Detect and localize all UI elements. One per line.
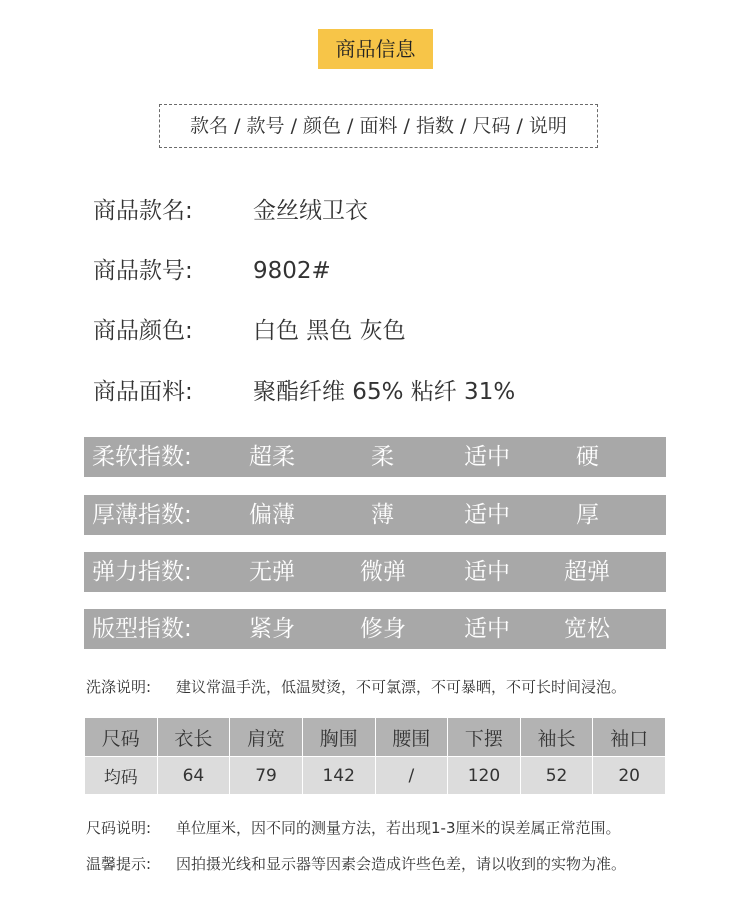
tip-note-text: 因拍摄光线和显示器等因素会造成许些色差，请以收到的实物为准。 xyxy=(176,855,627,873)
table-header-cell: 下摆 xyxy=(448,718,521,757)
table-cell: / xyxy=(375,757,448,795)
table-header-cell: 衣长 xyxy=(157,718,230,757)
table-cell: 52 xyxy=(520,757,593,795)
table-cell: 20 xyxy=(593,757,666,795)
size-table xyxy=(84,717,666,795)
index-option: 适中 xyxy=(464,444,510,470)
info-value: 白色 黑色 灰色 xyxy=(253,318,406,344)
size-note-label: 尺码说明: xyxy=(86,819,152,837)
index-bar-softness xyxy=(84,437,666,477)
size-note-text: 单位厘米，因不同的测量方法，若出现1-3厘米的误差属正常范围。 xyxy=(176,819,621,837)
info-label: 商品颜色: xyxy=(93,318,193,344)
index-label: 版型指数: xyxy=(92,616,192,642)
table-cell: 均码 xyxy=(85,757,158,795)
table-header-cell: 腰围 xyxy=(375,718,448,757)
index-option: 硬 xyxy=(576,444,599,470)
index-option: 微弹 xyxy=(360,559,406,585)
info-label: 商品款名: xyxy=(93,198,193,224)
table-cell: 120 xyxy=(448,757,521,795)
index-label: 弹力指数: xyxy=(92,559,192,585)
info-label: 商品款号: xyxy=(93,258,193,284)
index-option: 紧身 xyxy=(249,616,295,642)
table-header-cell: 尺码 xyxy=(85,718,158,757)
index-option: 修身 xyxy=(360,616,406,642)
index-option: 无弹 xyxy=(249,559,295,585)
index-label: 柔软指数: xyxy=(92,444,192,470)
index-option: 适中 xyxy=(464,616,510,642)
page-title: 商品信息 xyxy=(318,29,433,69)
table-header-cell: 胸围 xyxy=(302,718,375,757)
index-bar-fit xyxy=(84,609,666,649)
index-bar-elasticity xyxy=(84,552,666,592)
table-header-cell: 袖口 xyxy=(593,718,666,757)
info-value: 聚酯纤维 65% 粘纤 31% xyxy=(253,379,516,405)
index-option: 厚 xyxy=(576,502,599,528)
index-option: 偏薄 xyxy=(249,502,295,528)
index-option: 超弹 xyxy=(564,559,610,585)
table-header-cell: 袖长 xyxy=(520,718,593,757)
info-label: 商品面料: xyxy=(93,379,193,405)
section-subtitle: 款名 / 款号 / 颜色 / 面料 / 指数 / 尺码 / 说明 xyxy=(159,104,598,148)
info-value: 9802# xyxy=(253,258,331,284)
table-header-row xyxy=(85,718,666,757)
index-option: 薄 xyxy=(371,502,394,528)
index-option: 柔 xyxy=(371,444,394,470)
index-option: 适中 xyxy=(464,502,510,528)
table-header-cell: 肩宽 xyxy=(230,718,303,757)
wash-label: 洗涤说明: xyxy=(86,678,152,696)
table-row xyxy=(85,757,666,795)
table-cell: 142 xyxy=(302,757,375,795)
table-cell: 79 xyxy=(230,757,303,795)
info-value: 金丝绒卫衣 xyxy=(253,198,368,224)
table-cell: 64 xyxy=(157,757,230,795)
index-label: 厚薄指数: xyxy=(92,502,192,528)
index-option: 适中 xyxy=(464,559,510,585)
index-bar-thickness xyxy=(84,495,666,535)
index-option: 超柔 xyxy=(249,444,295,470)
tip-note-label: 温馨提示: xyxy=(86,855,152,873)
wash-text: 建议常温手洗，低温熨烫，不可氯漂，不可暴晒，不可长时间浸泡。 xyxy=(176,678,627,696)
index-option: 宽松 xyxy=(564,616,610,642)
